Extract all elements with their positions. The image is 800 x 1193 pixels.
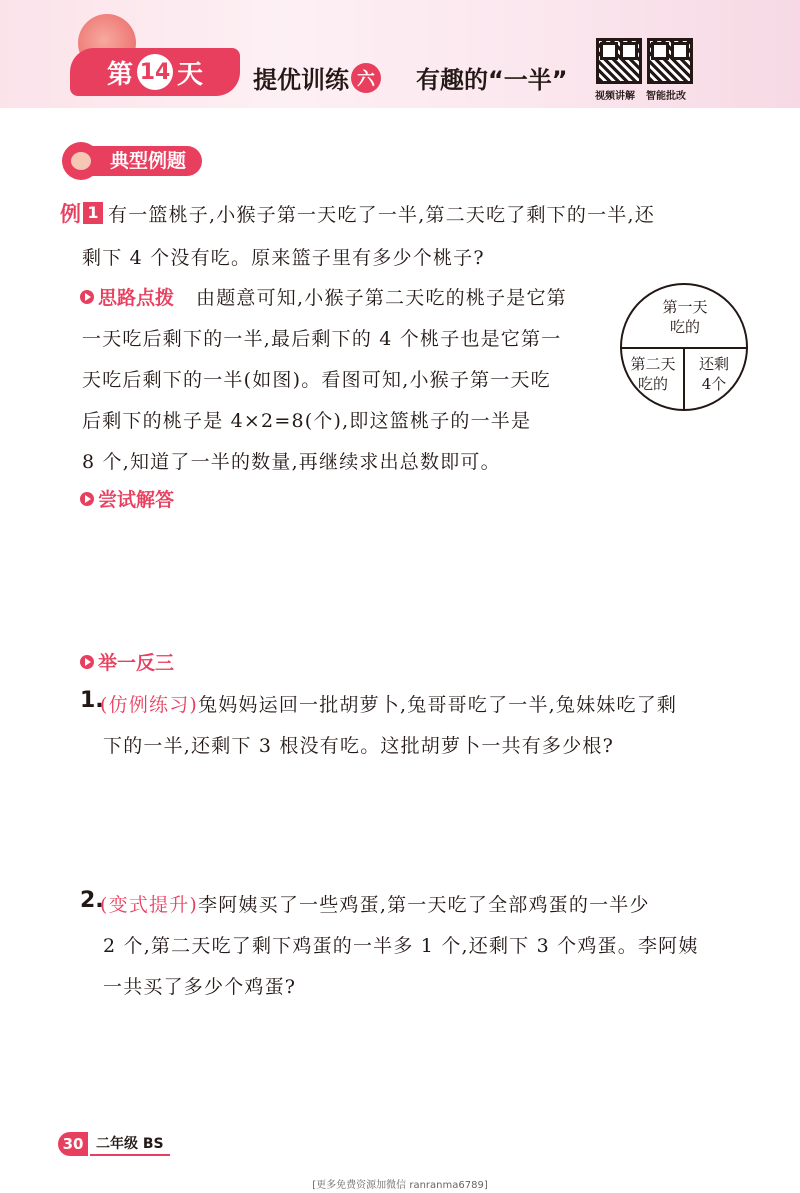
day-number: 14 [137,54,173,90]
play-icon [80,492,94,506]
question-line: 2 个,第二天吃了剩下鸡蛋的一半多 1 个,还剩下 3 个鸡蛋。李阿姨 [103,935,699,957]
topic-title: 有趣的“一半” [416,66,568,94]
page-number: 30 [58,1132,88,1156]
answer-tag [80,485,174,512]
play-icon [80,655,94,669]
answer-label: 尝试解答 [98,489,175,511]
question-line [100,890,650,917]
training-title [253,60,381,95]
section-tag [62,143,202,179]
question-line: 下的一半,还剩下 3 根没有吃。这批胡萝卜一共有多少根? [103,735,614,757]
pie-top-line: 吃的 [669,318,700,336]
question-number: 1. [80,688,104,713]
pie-left-label [624,354,682,394]
hint-line: 由题意可知,小猴子第二天吃的桃子是它第 [196,287,567,309]
hint-line: 天吃后剩下的一半(如图)。看图可知,小猴子第一天吃 [82,369,551,391]
pie-top-line: 第一天 [662,298,708,316]
pie-left-line: 吃的 [637,375,668,393]
hint-tag [80,283,174,310]
problem-line: 有一篮桃子,小猴子第一天吃了一半,第二天吃了剩下的一半,还 [108,204,655,226]
grade-label: 二年级 BS [90,1132,170,1156]
footer-note: [更多免费资源加微信 ranranma6789] [312,1180,488,1191]
training-number: 六 [351,63,381,93]
qr-code-video[interactable] [596,38,642,84]
pie-right-line: 还剩 [698,355,729,373]
pie-left-line: 第二天 [630,355,676,373]
question-line: 一共买了多少个鸡蛋? [103,976,297,998]
question-tag: (仿例练习) [100,694,199,716]
hint-line: 后剩下的桃子是 4×2=8(个),即这篮桃子的一半是 [82,410,532,432]
question-tag: (变式提升) [100,894,199,916]
training-title-text: 提优训练 [253,66,349,94]
question-number: 2. [80,888,104,913]
monkey-icon [62,142,100,180]
day-badge [70,48,240,96]
day-suffix: 天 [177,59,204,90]
hint-line: 8 个,知道了一半的数量,再继续求出总数即可。 [82,451,501,473]
question-text: 李阿姨买了一些鸡蛋,第一天吃了全部鸡蛋的一半少 [198,894,650,916]
pie-top-label [650,297,720,337]
day-prefix: 第 [106,59,133,90]
hint-label: 思路点拨 [98,287,175,309]
example-badge [60,198,103,228]
pie-divider-vertical [683,347,685,411]
qr-grading-label: 智能批改 [646,91,686,102]
hint-line: 一天吃后剩下的一半,最后剩下的 4 个桃子也是它第一 [82,328,562,350]
pie-right-line: 4个 [701,375,727,393]
section-title: 典型例题 [92,146,202,176]
example-badge-text: 例 [60,202,81,226]
problem-line: 剩下 4 个没有吃。原来篮子里有多少个桃子? [82,247,485,269]
pie-right-label [688,354,740,394]
qr-video-label: 视频讲解 [595,91,635,102]
practice-tag [80,648,174,675]
practice-label: 举一反三 [98,652,175,674]
question-text: 兔妈妈运回一批胡萝卜,兔哥哥吃了一半,兔妹妹吃了剩 [198,694,678,716]
qr-code-grading[interactable] [647,38,693,84]
question-line [100,690,677,717]
play-icon [80,290,94,304]
example-badge-number: 1 [83,202,103,224]
